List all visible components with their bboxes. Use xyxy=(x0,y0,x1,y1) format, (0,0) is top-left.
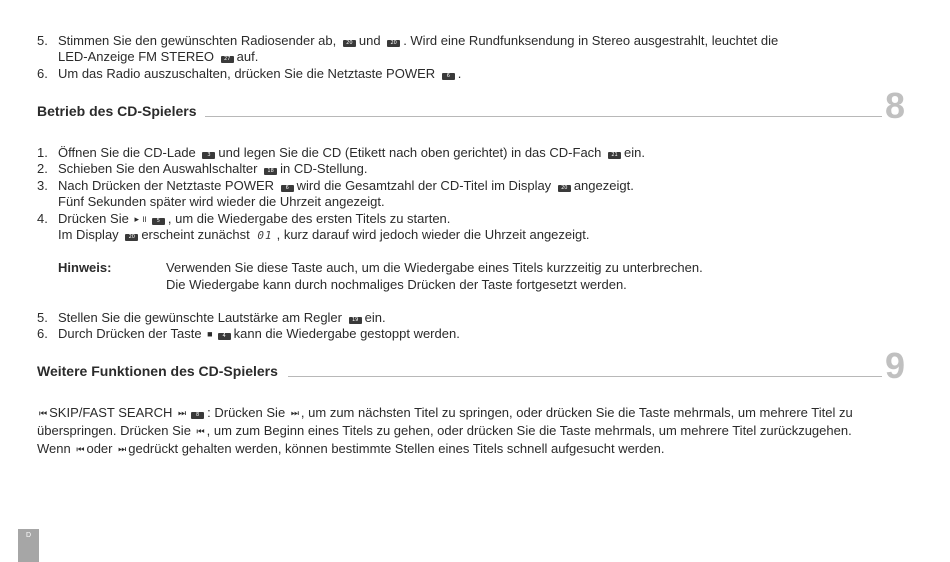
stop-icon: ■ xyxy=(207,329,213,339)
section-rule-9 xyxy=(288,376,882,377)
ref-badge: 3 xyxy=(202,152,215,159)
skip-back-icon: ⏮ xyxy=(76,444,85,454)
step-text: Stellen Sie die gewünschte Lautstärke am Regler xyxy=(58,310,342,325)
step-text: ein. xyxy=(364,310,386,325)
step-text: und xyxy=(358,33,381,48)
para-text: oder xyxy=(86,441,113,456)
ref-badge: 20 xyxy=(125,234,138,241)
para-text: , um zum nächsten Titel zu springen, oder drücken Sie die Taste mehrmals, um mehrere Titel zu überspringen. Drücken Sie xyxy=(37,405,853,438)
ref-badge: 21 xyxy=(608,152,621,159)
note-text-line-1: Verwenden Sie diese Taste auch, um die Wiedergabe eines Titels kurzzeitig zu unterbrechen. xyxy=(166,260,703,275)
language-tab: D xyxy=(18,529,39,562)
para-text: : Drücken Sie xyxy=(207,405,286,420)
radio-step-5-cont xyxy=(58,48,258,65)
ref-badge: 18 xyxy=(264,168,277,175)
para-text: gedrückt gehalten werden, können bestimmte Stellen eines Titels schnell aufgesucht werden. xyxy=(128,441,665,456)
skip-back-icon: ⏮ xyxy=(196,426,205,436)
step-text: angezeigt. xyxy=(573,178,634,193)
ref-badge: 5 xyxy=(152,218,165,225)
para-text: , um zum Beginn eines Titels zu gehen, oder drücken Sie die Taste mehrmals, um mehrere Titel zurückzugehen. Wenn xyxy=(37,423,852,456)
step-text: und legen Sie die CD (Etikett nach oben gerichtet) in das CD-Fach xyxy=(218,145,602,160)
radio-step-5 xyxy=(37,32,778,49)
skip-forward-icon: ⏭ xyxy=(178,408,187,418)
step-number: 4. xyxy=(37,211,48,226)
skip-forward-icon: ⏭ xyxy=(118,444,127,454)
step-text: erscheint zunächst xyxy=(141,227,250,242)
step-text: Durch Drücken der Taste xyxy=(58,326,202,341)
section-rule-8 xyxy=(205,116,882,117)
lcd-display-value: 01 xyxy=(257,229,273,242)
step-text: . xyxy=(457,66,462,81)
step-text: Öffnen Sie die CD-Lade xyxy=(58,145,196,160)
cd-step-2 xyxy=(37,160,368,177)
step-number: 1. xyxy=(37,145,48,160)
ref-badge: 27 xyxy=(221,56,234,63)
step-number: 3. xyxy=(37,178,48,193)
step-text: , um die Wiedergabe des ersten Titels zu starten. xyxy=(167,211,451,226)
step-text: . Wird eine Rundfunksendung in Stereo ausgestrahlt, leuchtet die xyxy=(403,33,779,48)
ref-badge: 20 xyxy=(343,40,356,47)
skip-forward-icon: ⏭ xyxy=(290,408,299,418)
ref-badge: 20 xyxy=(558,185,571,192)
skip-back-icon: ⏮ xyxy=(39,408,48,418)
radio-step-6 xyxy=(37,65,461,82)
step-text: Nach Drücken der Netztaste POWER xyxy=(58,178,275,193)
cd-step-4-cont xyxy=(58,226,589,243)
step-text: LED-Anzeige FM STEREO xyxy=(58,49,215,64)
cd-step-6 xyxy=(37,325,460,342)
step-text: Schieben Sie den Auswahlschalter xyxy=(58,161,258,176)
cd-step-3-cont xyxy=(58,193,385,210)
section-heading-8: Betrieb des CD-Spielers xyxy=(37,103,197,119)
skip-search-paragraph xyxy=(37,404,867,458)
step-text: , kurz darauf wird jedoch wieder die Uhrzeit angezeigt. xyxy=(276,227,590,242)
step-number: 2. xyxy=(37,161,48,176)
step-text: Stimmen Sie den gewünschten Radiosender ab, xyxy=(58,33,337,48)
cd-step-1 xyxy=(37,144,645,161)
ref-badge: 4 xyxy=(218,333,231,340)
cd-step-4 xyxy=(37,210,450,227)
step-number: 6. xyxy=(37,326,48,341)
ref-badge: 19 xyxy=(349,317,362,324)
section-heading-9: Weitere Funktionen des CD-Spielers xyxy=(37,363,278,379)
step-text: kann die Wiedergabe gestoppt werden. xyxy=(233,326,460,341)
cd-step-3 xyxy=(37,177,634,194)
step-text: Drücken Sie xyxy=(58,211,129,226)
step-text: auf. xyxy=(236,49,259,64)
step-text: ein. xyxy=(624,145,645,160)
note-label: Hinweis: xyxy=(58,260,112,275)
ref-badge: 6 xyxy=(281,185,294,192)
play-pause-icon: ▸ ॥ xyxy=(134,214,147,224)
ref-badge: 6 xyxy=(442,73,455,80)
step-text: in CD-Stellung. xyxy=(280,161,368,176)
chapter-number-9: 9 xyxy=(885,345,906,386)
step-text: wird die Gesamtzahl der CD-Titel im Display xyxy=(296,178,552,193)
para-text: SKIP/FAST SEARCH xyxy=(49,405,173,420)
ref-badge: 8 xyxy=(191,412,204,419)
step-text: Fünf Sekunden später wird wieder die Uhrzeit angezeigt. xyxy=(58,194,385,209)
step-number: 5. xyxy=(37,33,48,48)
step-number: 5. xyxy=(37,310,48,325)
note-text-line-2: Die Wiedergabe kann durch nochmaliges Drücken der Taste fortgesetzt werden. xyxy=(166,277,627,292)
step-text: Im Display xyxy=(58,227,119,242)
step-number: 6. xyxy=(37,66,48,81)
cd-step-5 xyxy=(37,309,386,326)
step-text: Um das Radio auszuschalten, drücken Sie die Netztaste POWER xyxy=(58,66,436,81)
ref-badge: 20 xyxy=(387,40,400,47)
chapter-number-8: 8 xyxy=(885,85,906,126)
